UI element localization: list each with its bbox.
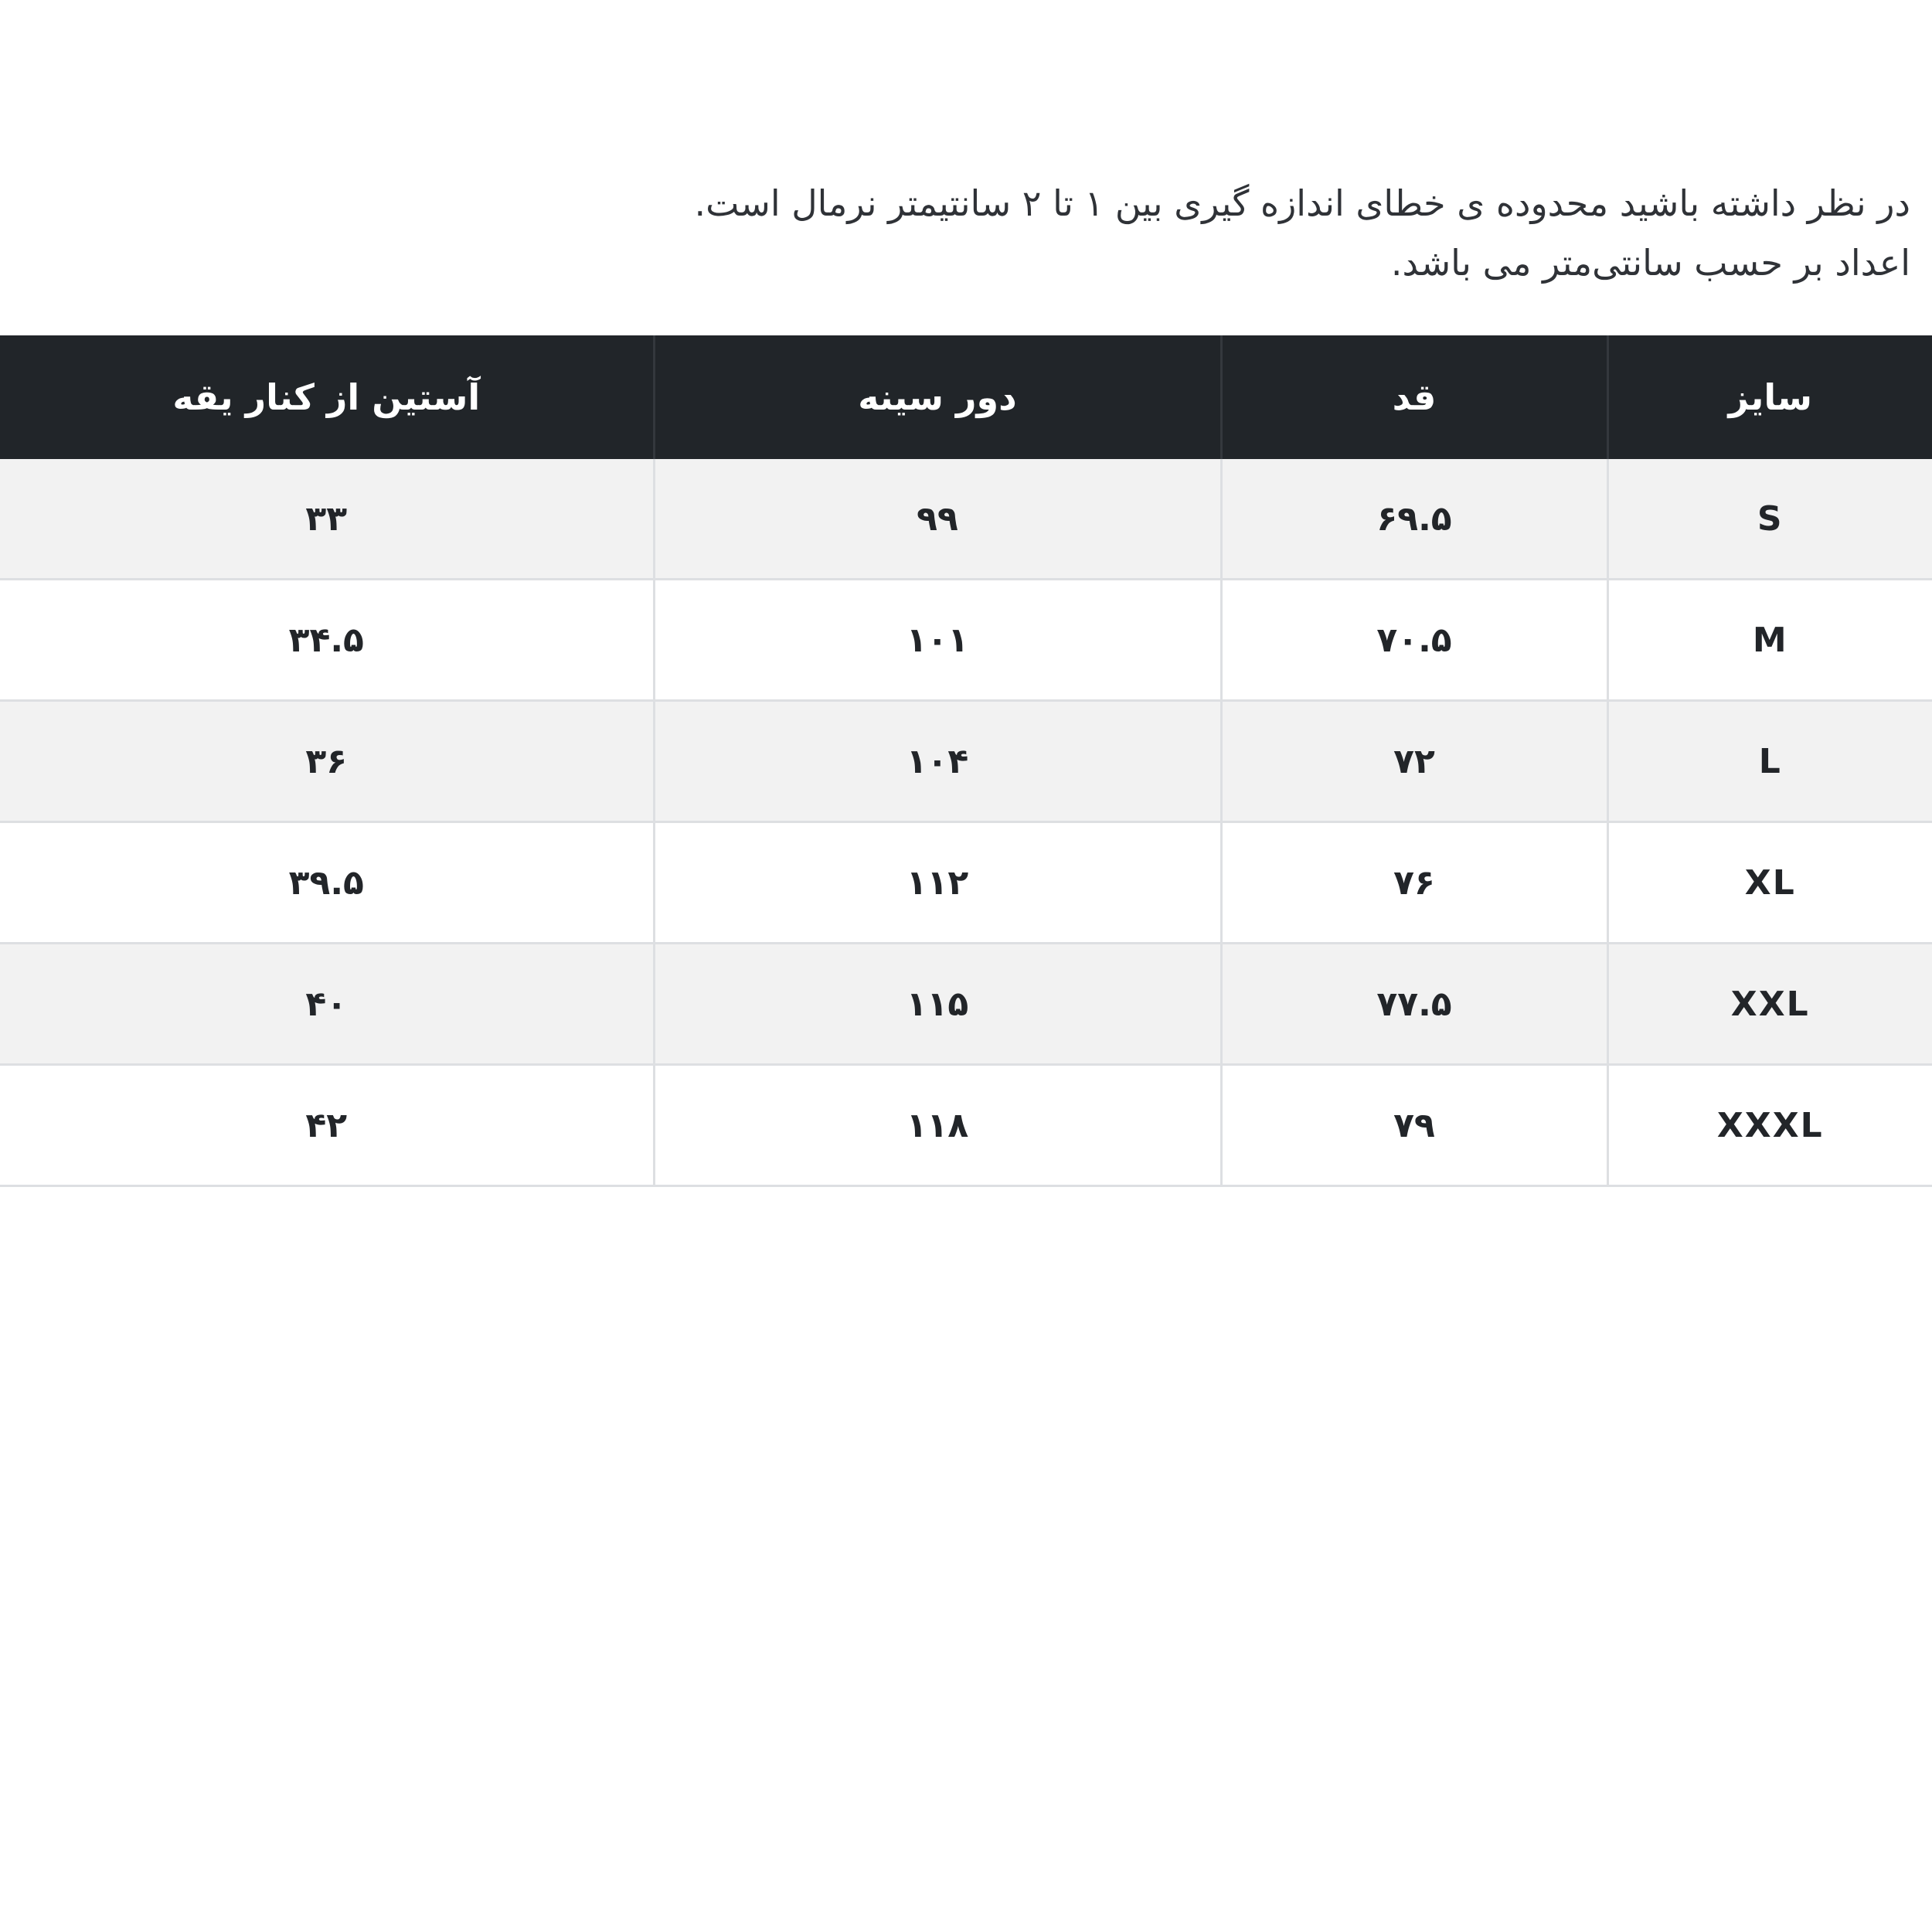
cell-size: M [1607,580,1932,701]
cell-sleeve: ۳۳ [0,459,654,580]
cell-length: ۷۹ [1221,1065,1607,1186]
size-chart-table [0,335,1932,1187]
cell-length: ۷۷.۵ [1221,944,1607,1065]
cell-sleeve: ۳۹.۵ [0,822,654,944]
header-length: قد [1221,335,1607,459]
header-size: سایز [1607,335,1932,459]
cell-chest: ۱۱۸ [654,1065,1221,1186]
cell-length: ۷۰.۵ [1221,580,1607,701]
table-row [0,580,1932,701]
cell-sleeve: ۳۶ [0,701,654,822]
table-header [0,335,1932,459]
cell-size: XL [1607,822,1932,944]
note-error-range: در نظر داشته باشید محدوده ی خطای اندازه گیری بین ۱ تا ۲ سانتیمتر نرمال است. [694,182,1910,224]
table-row [0,944,1932,1065]
cell-size: S [1607,459,1932,580]
table-row [0,822,1932,944]
cell-length: ۷۲ [1221,701,1607,822]
cell-sleeve: ۴۲ [0,1065,654,1186]
cell-chest: ۱۱۲ [654,822,1221,944]
header-row [0,335,1932,459]
cell-chest: ۹۹ [654,459,1221,580]
table-row [0,459,1932,580]
cell-sleeve: ۳۴.۵ [0,580,654,701]
cell-size: XXL [1607,944,1932,1065]
header-sleeve: آستین از کنار یقه [0,335,654,459]
header-chest: دور سینه [654,335,1221,459]
cell-length: ۷۶ [1221,822,1607,944]
table-row [0,701,1932,822]
table-body [0,459,1932,1186]
cell-size: XXXL [1607,1065,1932,1186]
measurement-notes [25,174,1910,293]
table-row [0,1065,1932,1186]
cell-chest: ۱۰۴ [654,701,1221,822]
cell-chest: ۱۰۱ [654,580,1221,701]
cell-size: L [1607,701,1932,822]
cell-chest: ۱۱۵ [654,944,1221,1065]
note-units: اعداد بر حسب سانتی‌متر می باشد. [1390,242,1910,284]
cell-length: ۶۹.۵ [1221,459,1607,580]
cell-sleeve: ۴۰ [0,944,654,1065]
